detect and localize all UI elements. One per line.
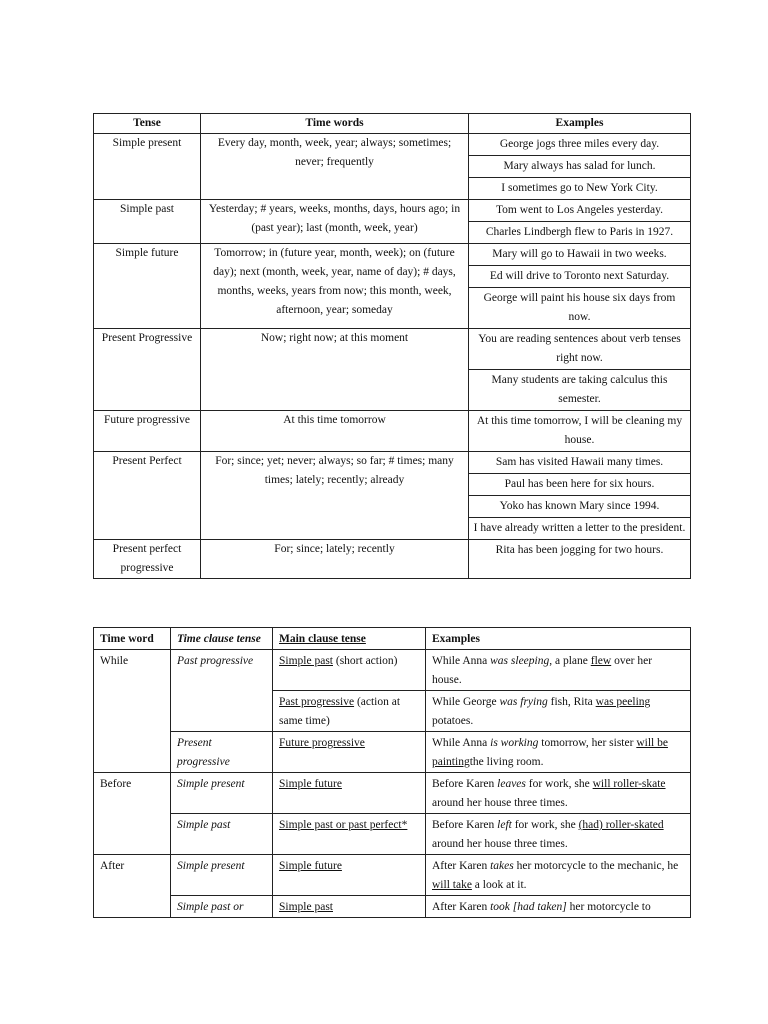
main-clause-text: Simple future: [279, 778, 342, 790]
table-row: [94, 329, 691, 370]
example-text: fish, Rita: [547, 696, 596, 708]
main-clause-cell: [273, 855, 426, 896]
tense-cell: Simple past: [94, 200, 201, 244]
example-underline: will roller-skate: [592, 778, 666, 790]
main-clause-text: Simple future: [279, 860, 342, 872]
tense-cell: Present Perfect: [94, 452, 201, 540]
example-text: over her house.: [432, 655, 653, 686]
table-row: [94, 732, 691, 773]
example-cell: [426, 855, 691, 896]
table-row: [94, 814, 691, 855]
main-clause-cell: [273, 773, 426, 814]
example-underline: will be painting: [432, 737, 668, 768]
example-text: After Karen: [432, 901, 491, 913]
example-cell: Many students are taking calculus this semester.: [469, 370, 691, 411]
example-cell: Charles Lindbergh flew to Paris in 1927.: [469, 222, 691, 244]
clause-tense-cell: Simple present: [171, 773, 273, 814]
example-text: Before Karen: [432, 778, 498, 790]
header-time-words: Time words: [201, 114, 469, 134]
clause-tense-cell: Simple present: [171, 855, 273, 896]
time-word-cell: After: [94, 855, 171, 918]
example-underline: (had) roller-skated: [578, 819, 664, 831]
header-main-clause-tense: [273, 628, 426, 650]
main-clause-cell: [273, 896, 426, 918]
example-text: tomorrow, her sister: [538, 737, 637, 749]
time-clause-table: [93, 627, 691, 918]
main-clause-cell: [273, 650, 426, 691]
example-italic: takes: [490, 860, 514, 872]
example-text: for work, she: [511, 819, 579, 831]
time-words-cell: At this time tomorrow: [201, 411, 469, 452]
time-words-cell: Now; right now; at this moment: [201, 329, 469, 411]
clause-tense-cell: Simple past or: [171, 896, 273, 918]
example-cell: Paul has been here for six hours.: [469, 474, 691, 496]
example-text: potatoes.: [432, 715, 474, 727]
example-text: her motorcycle to the mechanic, he: [513, 860, 679, 872]
table-row: [94, 244, 691, 266]
time-word-cell: While: [94, 650, 171, 773]
time-words-cell: For; since; yet; never; always; so far; # times; many times; lately; recently; already: [201, 452, 469, 540]
example-text: While George: [432, 696, 500, 708]
example-cell: At this time tomorrow, I will be cleaning my house.: [469, 411, 691, 452]
example-italic: leaves: [497, 778, 526, 790]
tense-cell: Present Progressive: [94, 329, 201, 411]
example-cell: Ed will drive to Toronto next Saturday.: [469, 266, 691, 288]
header-main-clause-text: Main clause tense: [279, 633, 366, 645]
example-text: After Karen: [432, 860, 491, 872]
example-cell: Mary always has salad for lunch.: [469, 156, 691, 178]
table-row: [94, 650, 691, 691]
tense-cell: Future progressive: [94, 411, 201, 452]
main-clause-text: Future progressive: [279, 737, 365, 749]
time-words-cell: For; since; lately; recently: [201, 540, 469, 579]
time-words-cell: Yesterday; # years, weeks, months, days, hours ago; in (past year); last (month, week, year): [201, 200, 469, 244]
example-cell: Sam has visited Hawaii many times.: [469, 452, 691, 474]
example-cell: I sometimes go to New York City.: [469, 178, 691, 200]
example-italic: was sleeping: [490, 655, 550, 667]
example-italic: took [had taken]: [490, 901, 567, 913]
example-underline: will take: [432, 879, 472, 891]
example-text: Before Karen: [432, 819, 498, 831]
example-italic: was frying: [499, 696, 548, 708]
main-clause-text: Simple past or past perfect*: [279, 819, 408, 831]
example-text: the living room.: [469, 756, 544, 768]
example-italic: is working: [490, 737, 539, 749]
tense-cell: Present perfect progressive: [94, 540, 201, 579]
table-header-row: [94, 114, 691, 134]
clause-tense-cell: Past progressive: [171, 650, 273, 732]
example-cell: Rita has been jogging for two hours.: [469, 540, 691, 579]
header-tense: Tense: [94, 114, 201, 134]
main-clause-cell: [273, 691, 426, 732]
example-text: a look at it.: [471, 879, 527, 891]
time-words-cell: Tomorrow; in (future year, month, week); on (future day); next (month, week, year, name of day); # days, months, weeks, years from now; this month, week, afternoon, year; someday: [201, 244, 469, 329]
header-time-word: Time word: [94, 628, 171, 650]
example-cell: [426, 773, 691, 814]
tense-cell: Simple future: [94, 244, 201, 329]
example-cell: Mary will go to Hawaii in two weeks.: [469, 244, 691, 266]
example-cell: [426, 814, 691, 855]
example-cell: George jogs three miles every day.: [469, 134, 691, 156]
main-clause-note: (short action): [333, 655, 398, 667]
table-row: [94, 855, 691, 896]
tense-cell: Simple present: [94, 134, 201, 200]
table-header-row: [94, 628, 691, 650]
example-text: around her house three times.: [432, 797, 568, 809]
main-clause-text: Past progressive: [279, 696, 355, 708]
clause-tense-cell: Simple past: [171, 814, 273, 855]
example-italic: left: [497, 819, 512, 831]
main-clause-note: (action at same time): [279, 696, 401, 727]
example-text: , a plane: [549, 655, 591, 667]
main-clause-cell: [273, 814, 426, 855]
table-row: [94, 896, 691, 918]
tense-time-words-table: [93, 113, 691, 579]
main-clause-cell: [273, 732, 426, 773]
clause-tense-cell: Present progressive: [171, 732, 273, 773]
header-examples: Examples: [469, 114, 691, 134]
table-row: [94, 540, 691, 579]
example-cell: I have already written a letter to the president.: [469, 518, 691, 540]
example-underline: was peeling: [595, 696, 651, 708]
example-cell: Tom went to Los Angeles yesterday.: [469, 200, 691, 222]
example-text: While Anna: [432, 737, 491, 749]
header-examples: Examples: [426, 628, 691, 650]
example-underline: flew: [590, 655, 612, 667]
table-row: [94, 773, 691, 814]
time-words-cell: Every day, month, week, year; always; sometimes; never; frequently: [201, 134, 469, 200]
example-text: for work, she: [525, 778, 593, 790]
time-word-cell: Before: [94, 773, 171, 855]
example-text: While Anna: [432, 655, 491, 667]
table-row: [94, 452, 691, 474]
example-cell: [426, 896, 691, 918]
example-cell: You are reading sentences about verb tenses right now.: [469, 329, 691, 370]
main-clause-text: Simple past: [279, 655, 333, 667]
table-row: [94, 134, 691, 156]
header-time-clause-tense: Time clause tense: [171, 628, 273, 650]
table-row: [94, 411, 691, 452]
example-cell: George will paint his house six days from now.: [469, 288, 691, 329]
main-clause-text: Simple past: [279, 901, 333, 913]
example-cell: Yoko has known Mary since 1994.: [469, 496, 691, 518]
example-cell: [426, 650, 691, 691]
example-text: around her house three times.: [432, 838, 568, 850]
example-cell: [426, 691, 691, 732]
example-text: her motorcycle to: [566, 901, 651, 913]
example-cell: [426, 732, 691, 773]
table-row: [94, 200, 691, 222]
